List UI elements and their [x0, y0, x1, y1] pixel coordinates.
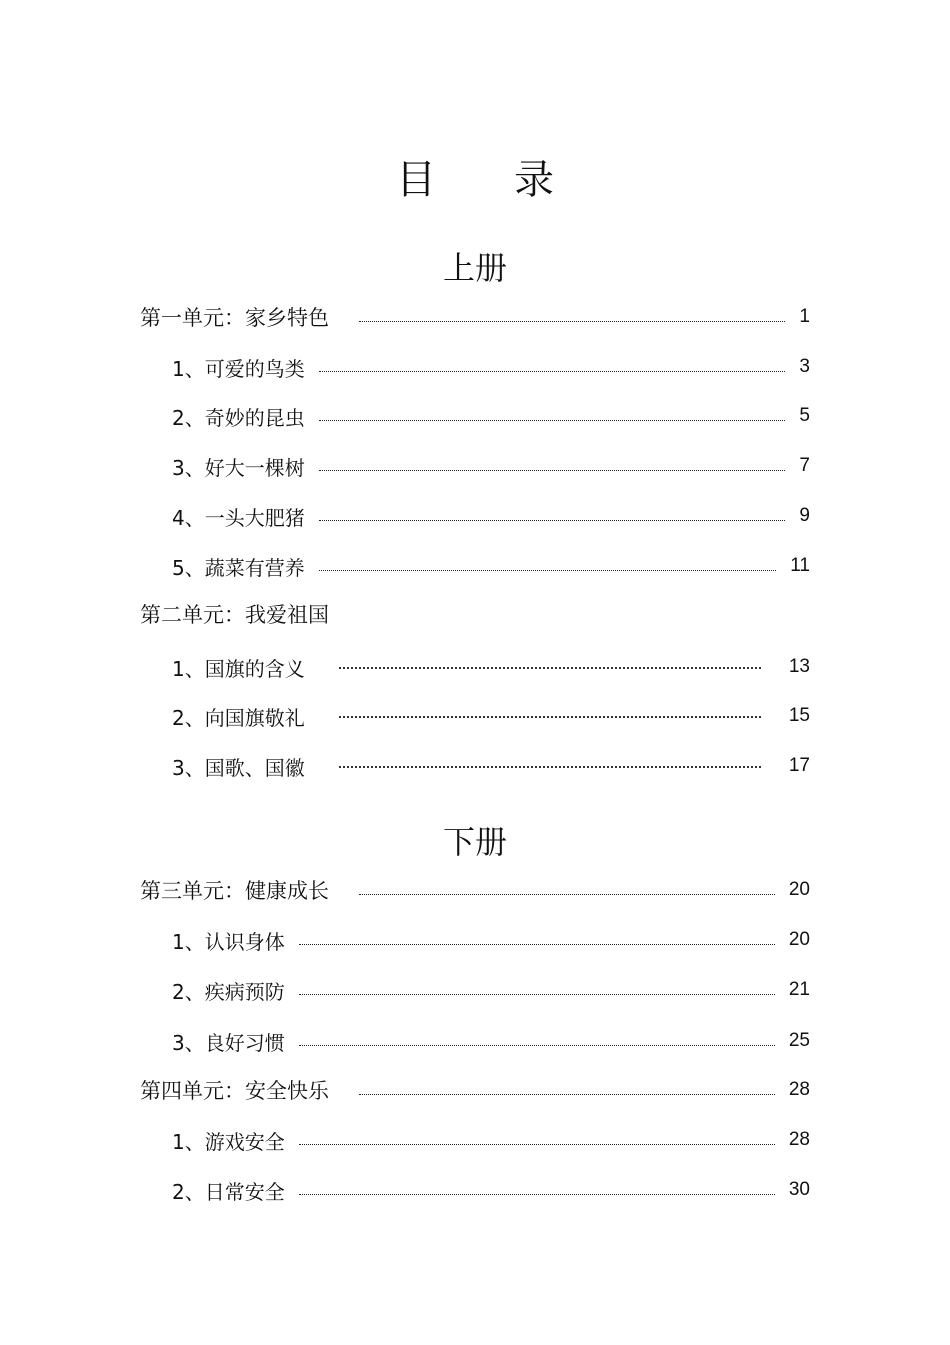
dot-leader	[299, 944, 775, 945]
toc-entry[interactable]	[172, 975, 810, 1005]
toc-entry-label: 2、向国旗敬礼	[172, 705, 305, 730]
dot-leader	[299, 1194, 775, 1195]
toc-entry-label: 3、好大一棵树	[172, 455, 305, 480]
toc-entry-label: 4、一头大肥猪	[172, 505, 305, 530]
toc-entry-label: 1、可爱的鸟类	[172, 356, 305, 381]
toc-page-number: 3	[799, 356, 810, 377]
dot-leader	[339, 766, 761, 768]
toc-unit-label: 第二单元：我爱祖国	[140, 603, 329, 627]
toc-page-number: 11	[790, 555, 810, 576]
volume-title-lower: 下册	[442, 823, 507, 861]
toc-entry-label: 2、奇妙的昆虫	[172, 405, 305, 430]
toc-page-number: 20	[788, 929, 810, 950]
dot-leader	[319, 420, 786, 421]
toc-page-number: 28	[788, 1129, 810, 1150]
dot-leader	[299, 994, 775, 995]
toc-page-number: 7	[799, 455, 810, 476]
dot-leader	[299, 1045, 775, 1046]
dot-leader	[319, 520, 786, 521]
toc-entry[interactable]	[172, 701, 810, 731]
dot-leader	[299, 1144, 775, 1145]
toc-entry[interactable]	[172, 925, 810, 955]
toc-page-number: 5	[799, 405, 810, 426]
toc-page-number: 28	[788, 1079, 810, 1100]
toc-entry-label: 2、日常安全	[172, 1179, 285, 1204]
toc-entry[interactable]	[172, 501, 810, 531]
toc-page-number: 25	[788, 1030, 810, 1051]
toc-entry[interactable]	[172, 1026, 810, 1056]
toc-page-number: 20	[788, 879, 810, 900]
toc-page-number: 9	[799, 505, 810, 526]
page-title: 目录	[396, 157, 632, 203]
toc-entry-label: 1、认识身体	[172, 929, 285, 954]
dot-leader	[319, 470, 786, 471]
dot-leader	[339, 716, 761, 718]
toc-unit-4[interactable]	[140, 1075, 810, 1105]
toc-page-number: 17	[788, 755, 810, 776]
toc-entry-label: 1、游戏安全	[172, 1129, 285, 1154]
toc-page-number: 21	[788, 979, 810, 1000]
toc-unit-label: 第三单元：健康成长	[140, 879, 329, 903]
dot-leader	[359, 1094, 775, 1095]
toc-page-number: 1	[799, 306, 810, 327]
toc-entry-label: 1、国旗的含义	[172, 656, 305, 681]
toc-unit-3[interactable]	[140, 875, 810, 905]
dot-leader	[359, 321, 785, 322]
toc-entry[interactable]	[172, 652, 810, 682]
dot-leader	[359, 894, 775, 895]
toc-entry[interactable]	[172, 352, 810, 382]
toc-unit-2[interactable]	[140, 599, 810, 629]
toc-entry[interactable]	[172, 551, 810, 581]
toc-unit-1[interactable]	[140, 302, 810, 332]
toc-unit-label: 第四单元：安全快乐	[140, 1079, 329, 1103]
toc-entry[interactable]	[172, 1175, 810, 1205]
toc-page-number: 13	[788, 656, 810, 677]
toc-entry-label: 3、国歌、国徽	[172, 755, 305, 780]
toc-entry[interactable]	[172, 451, 810, 481]
dot-leader	[319, 371, 786, 372]
toc-entry[interactable]	[172, 1125, 810, 1155]
dot-leader	[339, 667, 761, 669]
toc-entry[interactable]	[172, 401, 810, 431]
toc-page-number: 30	[788, 1179, 810, 1200]
dot-leader	[319, 570, 777, 571]
toc-entry-label: 5、蔬菜有营养	[172, 555, 305, 580]
toc-entry-label: 2、疾病预防	[172, 979, 285, 1004]
volume-title-upper: 上册	[442, 249, 507, 287]
toc-unit-label: 第一单元：家乡特色	[140, 306, 329, 330]
toc-entry[interactable]	[172, 751, 810, 781]
toc-entry-label: 3、良好习惯	[172, 1030, 285, 1055]
toc-page-number: 15	[788, 705, 810, 726]
